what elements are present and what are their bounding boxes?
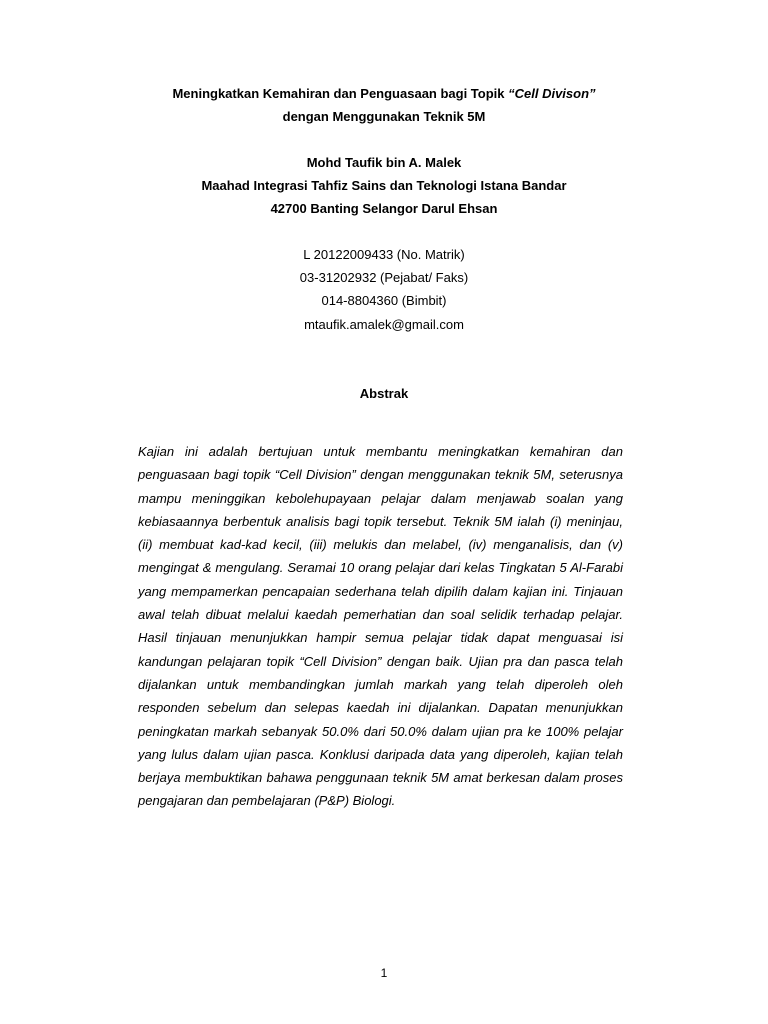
author-address: 42700 Banting Selangor Darul Ehsan [270, 201, 498, 216]
contact-email: mtaufik.amalek@gmail.com [304, 317, 464, 332]
author-institution: Maahad Integrasi Tahfiz Sains dan Teknologi Istana Bandar [201, 178, 567, 193]
contact-mobile: 014-8804360 (Bimbit) [321, 293, 447, 308]
title-prefix: Meningkatkan Kemahiran dan Penguasaan bagi Topik [172, 86, 509, 101]
page-number: 1 [380, 966, 388, 980]
contact-matric: L 20122009433 (No. Matrik) [303, 247, 465, 262]
contact-office: 03-31202932 (Pejabat/ Faks) [299, 270, 469, 285]
title-line-2: dengan Menggunakan Teknik 5M [282, 109, 486, 124]
author-name: Mohd Taufik bin A. Malek [306, 155, 462, 170]
title-topic: “Cell Divison” [508, 86, 596, 101]
title-line-1 [0, 86, 768, 102]
abstract-heading: Abstrak [359, 386, 409, 401]
abstract-body: Kajian ini adalah bertujuan untuk membantu meningkatkan kemahiran dan penguasaan bagi topik “Cell Division” dengan menggunakan teknik 5M, seterusnya mampu meninggikan kebolehupayaan pelajar dalam menjawab soalan yang kebiasaannya berbentuk analisis bagi topik tersebut. Teknik 5M ialah (i) meninjau, (ii) membuat kad-kad kecil, (iii) melukis dan melabel, (iv) menganalisis, dan (v) mengingat & mengulang. Seramai 10 orang pelajar dari kelas Tingkatan 5 Al-Farabi yang mempamerkan pencapaian sederhana telah dipilih dalam kajian ini. Tinjauan awal telah dibuat melalui kaedah pemerhatian dan soal selidik terhadap pelajar. Hasil tinjauan menunjukkan hampir semua pelajar tidak dapat menguasai isi kandungan pelajaran topik “Cell Division” dengan baik. Ujian pra dan pasca telah dijalankan untuk membandingkan jumlah markah yang telah diperoleh oleh responden sebelum dan selepas kaedah ini dijalankan. Dapatan menunjukkan peningkatan markah sebanyak 50.0% dari 50.0% dalam ujian pra ke 100% pelajar yang lulus dalam ujian pasca. Konklusi daripada data yang diperoleh, kajian telah berjaya membuktikan bahawa penggunaan teknik 5M amat berkesan dalam proses pengajaran dan pembelajaran (P&P) Biologi. [138, 444, 623, 809]
